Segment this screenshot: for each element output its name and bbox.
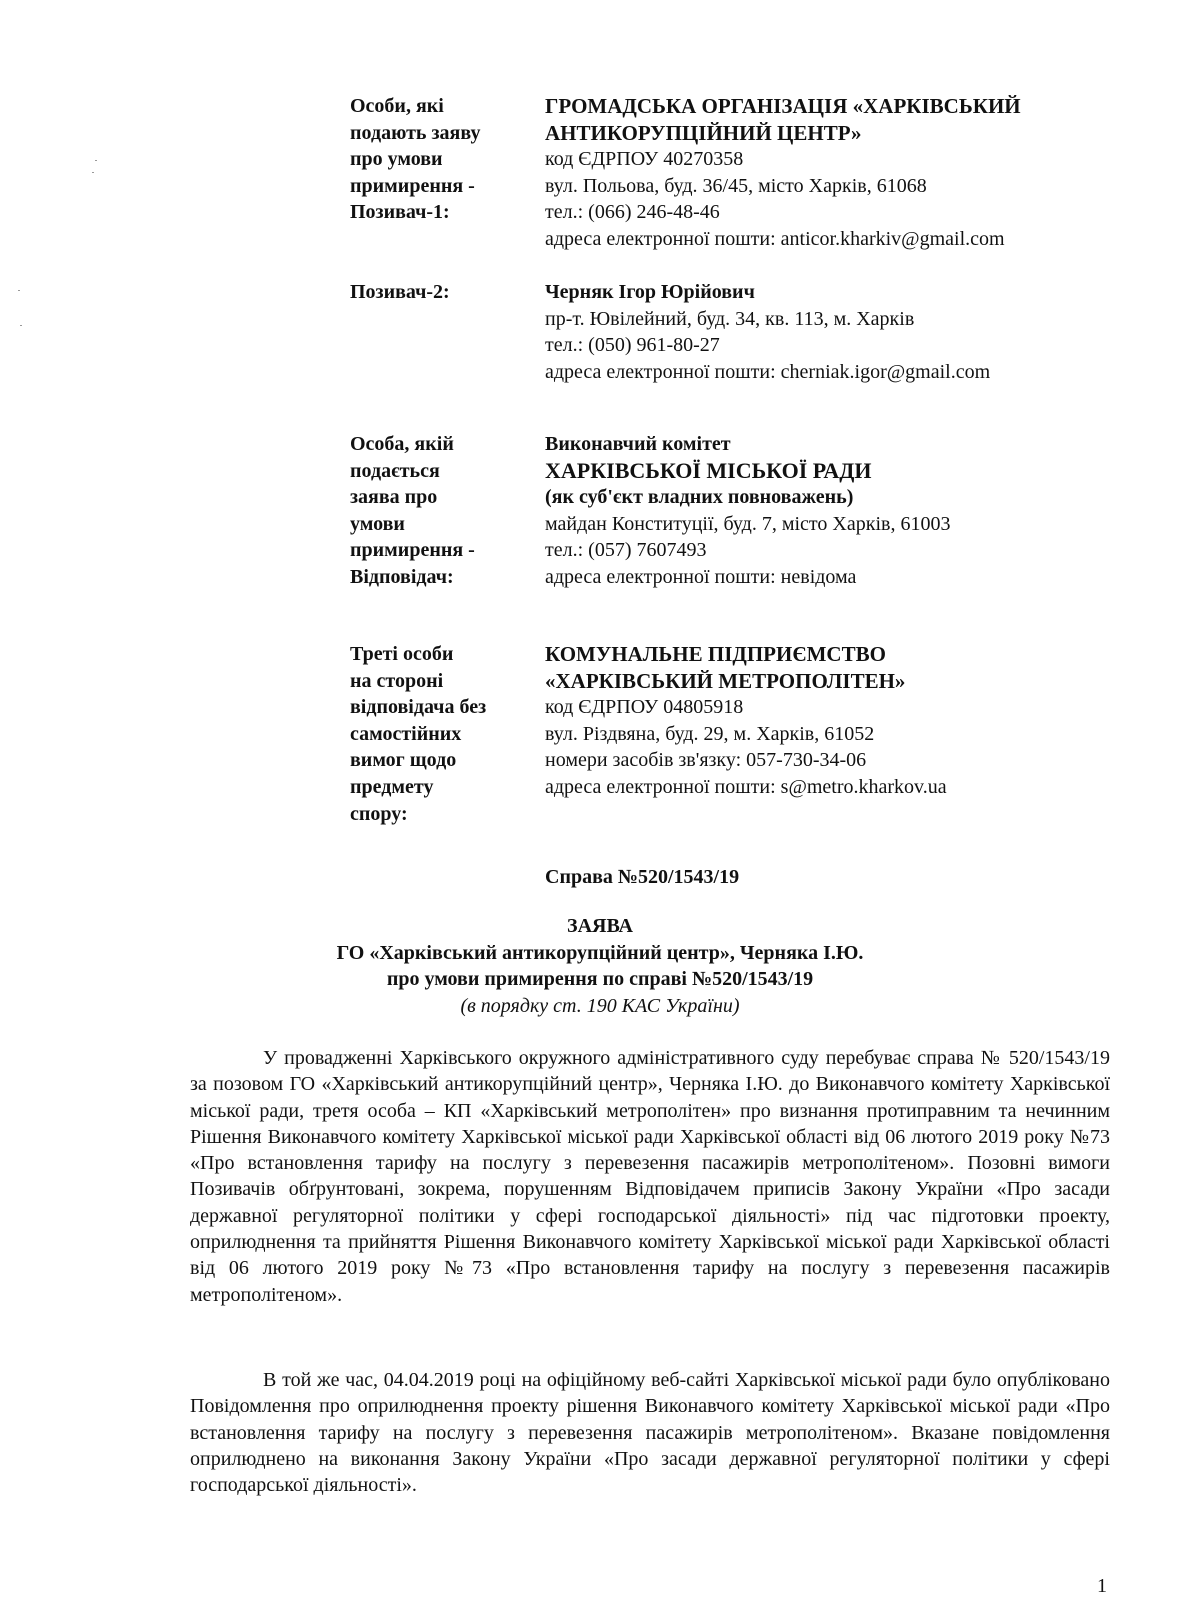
third-party-label: Треті особи на стороні відповідача без самостійних вимог щодо предмету спору:	[350, 643, 487, 825]
document-title	[0, 913, 1200, 1019]
plaintiff-1-details: ГРОМАДСЬКА ОРГАНІЗАЦІЯ «ХАРКІВСЬКИЙ АНТИКОРУПЦІЙНИЙ ЦЕНТР» код ЄДРПОУ 40270358 вул. Польова, буд. 36/45, місто Харків, 61068 тел.: (066) 246-48-46 адреса електронної пошти: anticor.kharkiv@gmail.com	[545, 94, 1021, 250]
scan-speck	[92, 172, 94, 173]
plaintiff-2-label: Позивач-2:	[350, 281, 450, 303]
page-number: 1	[1097, 1575, 1107, 1597]
plaintiff-2-details: Черняк Ігор Юрійович пр-т. Ювілейний, буд. 34, кв. 113, м. Харків тел.: (050) 961-80-27 адреса електронної пошти: cherniak.igor@gmail.com	[545, 281, 991, 383]
defendant-details: Виконавчий комітет ХАРКІВСЬКОЇ МІСЬКОЇ РАДИ (як суб'єкт владних повноважень) майдан Конституції, буд. 7, місто Харків, 61003 тел.: (057) 7607493 адреса електронної пошти: невідома	[545, 433, 951, 588]
body-paragraph-2: В той же час, 04.04.2019 році на офіційному веб-сайті Харківської міської ради було опубліковано Повідомлення про оприлюднення проекту рішення Виконавчого комітету Харківської міської ради «Про встановлення тарифу на послугу з перевезення пасажирів метрополітеном». Вказане повідомлення оприлюднено на виконання Закону України «Про засади державної регуляторної політики у сфері господарської діяльності».	[190, 1369, 1110, 1497]
third-party-details: КОМУНАЛЬНЕ ПІДПРИЄМСТВО «ХАРКІВСЬКИЙ МЕТРОПОЛІТЕН» код ЄДРПОУ 04805918 вул. Різдвяна, буд. 29, м. Харків, 61052 номери засобів зв'язку: 057-730-34-06 адреса електронної пошти: s@metro.kharkov.ua	[545, 642, 947, 798]
scan-speck	[20, 325, 22, 326]
plaintiff-1-label: Особи, які подають заяву про умови примирення - Позивач-1:	[350, 95, 481, 224]
body-paragraph-1: У провадженні Харківського окружного адміністративного суду перебуває справа № 520/1543/19 за позовом ГО «Харківський антикорупційний центр», Черняка І.Ю. до Виконавчого комітету Харківської міської ради, третя особа – КП «Харківський метрополітен» про визнання протиправним та нечинним Рішення Виконавчого комітету Харківської міської ради Харківської області від 06 лютого 2019 року №73 «Про встановлення тарифу на послугу з перевезення пасажирів метрополітеном». Позовні вимоги Позивачів обґрунтовані, зокрема, порушенням Відповідачем приписів Закону України «Про засади державної регуляторної політики у сфері господарської діяльності» під час підготовки проекту, оприлюднення та прийняття Рішення Виконавчого комітету Харківської міської ради Харківської області від 06 лютого 2019 року №73 «Про встановлення тарифу на послугу з перевезення пасажирів метрополітеном».	[190, 1047, 1110, 1306]
scan-speck	[18, 290, 20, 291]
defendant-label: Особа, якій подається заява про умови примирення - Відповідач:	[350, 433, 475, 588]
title-subject: про умови примирення по справі №520/1543/19	[386, 968, 814, 991]
title-legal-basis: (в порядку ст. 190 КАС України)	[460, 994, 740, 1017]
scan-speck	[95, 160, 97, 161]
title-applicants: ГО «Харківський антикорупційний центр», Черняка І.Ю.	[336, 941, 864, 964]
title-heading: ЗАЯВА	[567, 915, 633, 937]
case-number: Справа №520/1543/19	[545, 866, 740, 888]
